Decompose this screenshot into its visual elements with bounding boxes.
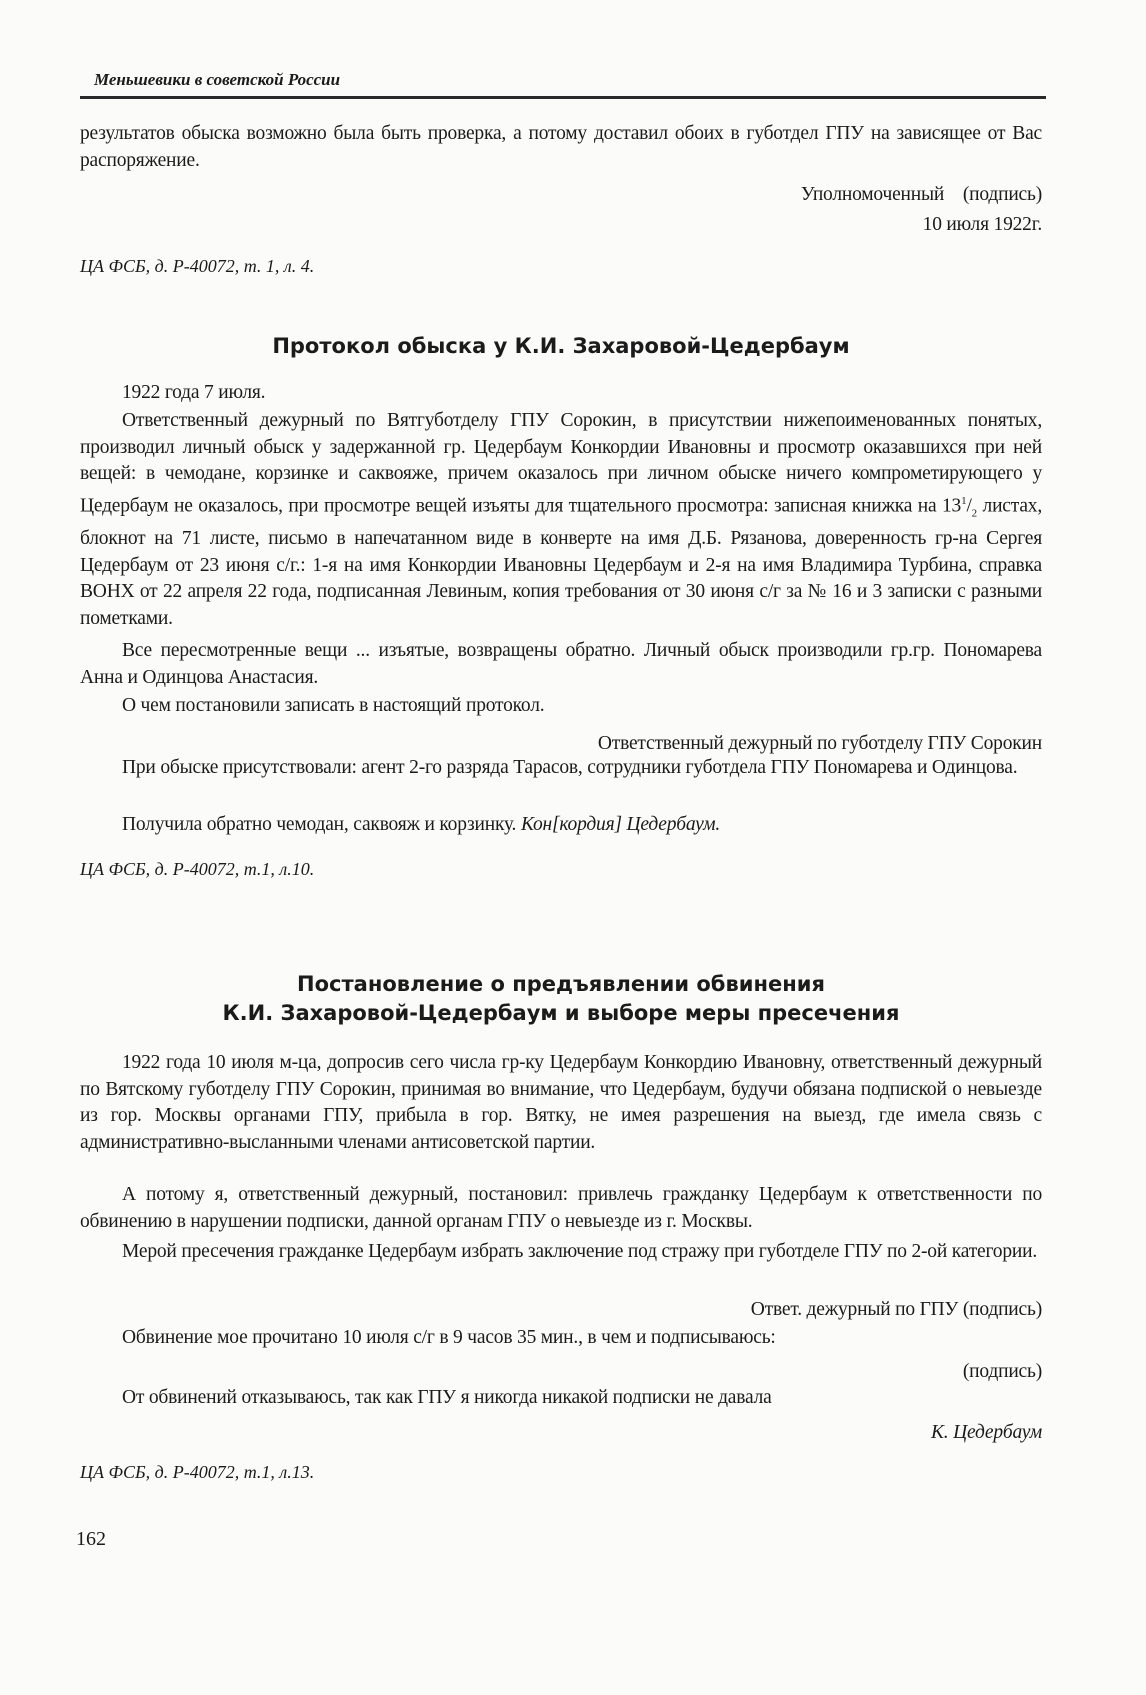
text: листах, блокнот на 71 листе, письмо в напечатанном виде в конверте на имя Д.Б. Рязанова, доверенность гр-на Сергея Цедербаум от 23 июня с/г.: 1-я на имя Конкордии Ивановны Цедербаум и 2-я на имя Владимира Турбина, справка ВОНХ от 22 апреля 22 года, подписанная Левиным, копия требования от 30 июня с/г за № 16 и 3 записки с разными пометками. [80,495,1043,629]
signature: Кон[кордия] Цедербаум. [520,814,721,835]
signature: Уполномоченный (подпись) [800,184,1042,205]
signature: К. Цедербаум [931,1422,1042,1443]
text: Ответственный дежурный по Вятгуботделу ГПУ Сорокин, в присутствии нижепоименованных понятых, производил личный обыск у задержанной гр. Цедербаум Конкордии Ивановны и просмотр оказавшихся при ней вещей: в чемодане, корзинке и саквояже, причем оказалось при личном обыске ничего компрометирующего у Цедербаум не оказалось, при просмотре вещей изъяты для тщательного просмотра: записная книжка на 13 [80,410,1042,516]
archive-source: ЦА ФСБ, д. Р-40072, т.1, л.13. [80,1462,315,1482]
paragraph: От обвинений отказываюсь, так как ГПУ я никогда никакой подписки не давала [122,1387,772,1408]
paragraph: Все пересмотренные вещи ... изъятые, возвращены обратно. Личный обыск производили гр.гр. Пономарева Анна и Одинцова Анастасия. [80,640,1042,688]
document-title: К.И. Захаровой-Цедербаум и выборе меры пресечения [222,1001,900,1025]
fraction-numerator: 1 [961,494,967,507]
signature: Ответ. дежурный по ГПУ (подпись) [750,1299,1042,1320]
fraction-slash: / [966,495,972,516]
paragraph: результатов обыска возможно была быть проверка, а потому доставил обоих в губотдел ГПУ на зависящее от Вас распоряжение. [80,123,1042,171]
paragraph: О чем постановили записать в настоящий протокол. [122,695,545,716]
document-title: Постановление о предъявлении обвинения [297,972,825,996]
signature: (подпись) [962,1361,1042,1382]
paragraph: 1922 года 10 июля м-ца, допросив сего числа гр-ку Цедербаум Конкордию Ивановну, ответственный дежурный по Вятскому губотделу ГПУ Сорокин, принимая во внимание, что Цедербаум, будучи обязана подпиской о невыезде из гор. Москвы органами ГПУ, прибыла в гор. Вятку, не имея разрешения на выезд, где имела связь с административно-высланными членами антисоветской партии. [80,1052,1042,1153]
paragraph: Мерой пресечения гражданке Цедербаум избрать заключение под стражу при губотделе ГПУ по 2-ой категории. [122,1241,1038,1262]
date: 10 июля 1922г. [922,214,1042,235]
text: Получила обратно чемодан, саквояж и корзинку. [122,814,517,835]
document-date: 1922 года 7 июля. [122,382,266,403]
running-header: Меньшевики в советской России [94,70,341,89]
paragraph [80,812,1042,839]
paragraph: А потому я, ответственный дежурный, постановил: привлечь гражданку Цедербаум к ответственности по обвинению в нарушении подписки, данной органам ГПУ о невыезде из г. Москвы. [80,1184,1042,1232]
paragraph: При обыске присутствовали: агент 2-го разряда Тарасов, сотрудники губотдела ГПУ Пономарева и Одинцова. [122,757,1018,778]
fraction-denominator: 2 [971,506,977,519]
archive-source: ЦА ФСБ, д. Р-40072, т. 1, л. 4. [80,256,315,276]
header-rule [80,96,1046,99]
paragraph [80,408,1042,632]
page-number: 162 [76,1528,106,1550]
signature: Ответственный дежурный по губотделу ГПУ Сорокин [597,733,1042,754]
archive-source: ЦА ФСБ, д. Р-40072, т.1, л.10. [80,859,315,879]
document-title: Протокол обыска у К.И. Захаровой-Цедербаум [272,334,850,358]
paragraph: Обвинение мое прочитано 10 июля с/г в 9 часов 35 мин., в чем и подписываюсь: [122,1327,776,1348]
